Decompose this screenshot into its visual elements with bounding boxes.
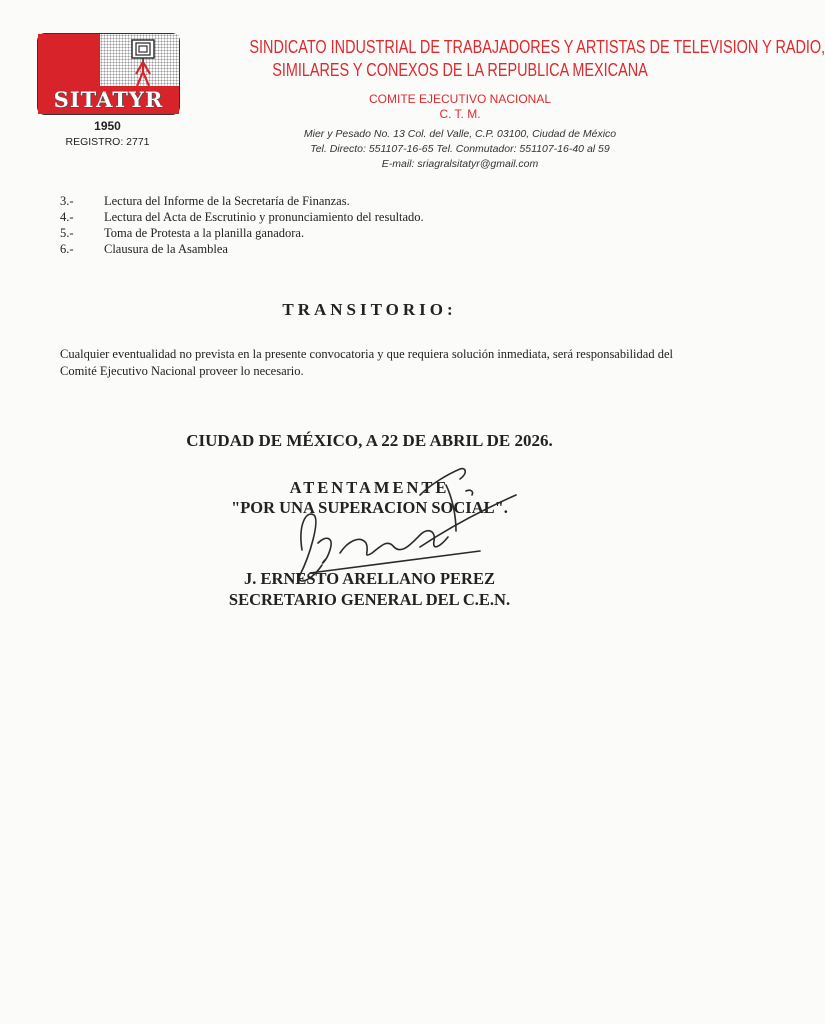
item-number: 5.-: [60, 226, 74, 240]
committee-name: [190, 92, 730, 122]
sitatyr-logo: [37, 33, 180, 115]
item-number: 4.-: [60, 210, 74, 224]
salutation: ATENTAMENTE: [289, 478, 450, 497]
item-text: Toma de Protesta a la planilla ganadora.: [104, 226, 305, 240]
item-text: Lectura del Acta de Escrutinio y pronunciamiento del resultado.: [104, 210, 424, 224]
item-text: Clausura de la Asamblea: [104, 242, 228, 256]
list-item: [60, 193, 700, 209]
section-title-transitorio: TRANSITORIO:: [282, 300, 457, 319]
signer-title: SECRETARIO GENERAL DEL C.E.N.: [228, 590, 511, 609]
phone-line: Tel. Directo: 551107-16-65 Tel. Conmutador: 551107-16-40 al 59: [310, 143, 610, 155]
registration-number: REGISTRO: 2771: [65, 136, 150, 148]
motto: "POR UNA SUPERACION SOCIAL".: [231, 498, 508, 517]
union-name-line: SIMILARES Y CONEXOS DE LA REPUBLICA MEXICANA: [272, 59, 648, 80]
item-text: Lectura del Informe de la Secretaría de Finanzas.: [104, 194, 350, 208]
committee-line: COMITE EJECUTIVO NACIONAL: [368, 92, 552, 106]
maze-figure-icon: [126, 38, 160, 88]
list-item: [60, 209, 700, 225]
union-name-line: SINDICATO INDUSTRIAL DE TRABAJADORES Y ARTISTAS DE TELEVISION Y RADIO,: [249, 36, 825, 57]
founded-year: 1950: [94, 119, 121, 133]
signer-name: J. ERNESTO ARELLANO PEREZ: [244, 569, 495, 588]
confederation-line: C. T. M.: [439, 107, 481, 121]
item-number: 6.-: [60, 242, 74, 256]
contact-info: [190, 127, 730, 172]
transitorio-paragraph: Cualquier eventualidad no prevista en la presente convocatoria y que requiera solución inmediata, será responsabilidad del Comité Ejecutivo Nacional proveer lo necesario.: [60, 347, 673, 378]
item-number: 3.-: [60, 194, 74, 208]
email-line: E-mail: sriagralsitatyr@gmail.com: [381, 158, 539, 170]
list-item: [60, 241, 700, 257]
list-item: [60, 225, 700, 241]
handwritten-signature: [270, 455, 530, 605]
agenda-list: [60, 193, 700, 257]
dateline: CIUDAD DE MÉXICO, A 22 DE ABRIL DE 2026.: [186, 431, 553, 450]
address-line: Mier y Pesado No. 13 Col. del Valle, C.P. 03100, Ciudad de México: [303, 128, 617, 140]
union-name: [249, 35, 825, 81]
logo-wordmark: SITATYR: [53, 87, 164, 112]
